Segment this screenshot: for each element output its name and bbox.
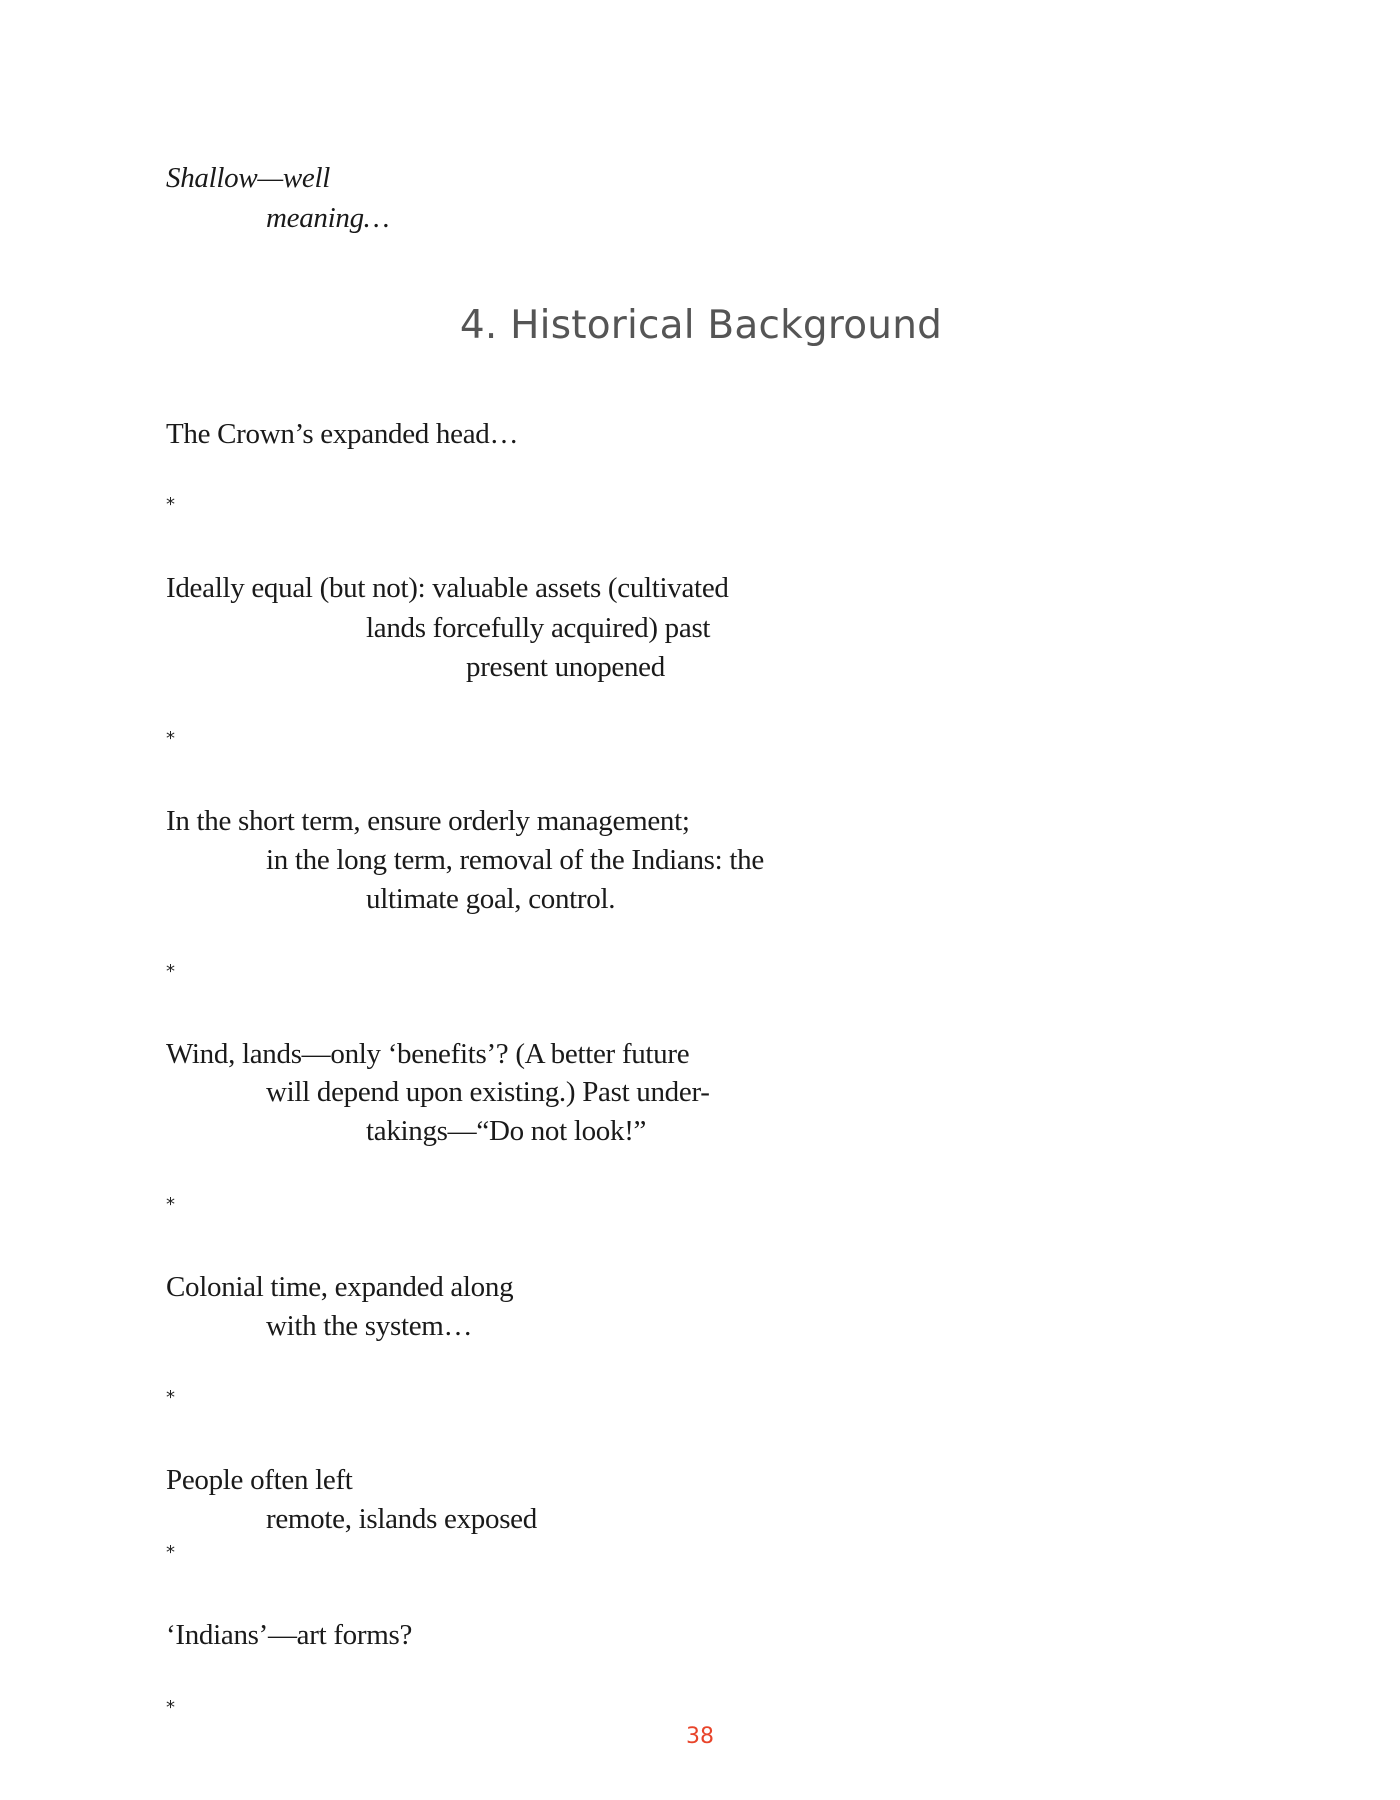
stanza-4-line-3: takings—“Do not look!” [366,1115,647,1147]
stanza-7-line-1: ‘Indians’—art forms? [166,1619,413,1651]
separator-5: * [166,1387,175,1408]
epigraph-line-1: Shallow—well [166,162,330,194]
separator-2: * [166,728,175,749]
stanza-2-line-1: Ideally equal (but not): valuable assets (cultivated [166,572,729,604]
stanza-6-line-1: People often left [166,1464,353,1496]
stanza-3-line-3: ultimate goal, control. [366,883,616,915]
stanza-6-line-2: remote, islands exposed [266,1503,537,1535]
stanza-4-line-1: Wind, lands—only ‘benefits’? (A better future [166,1038,690,1070]
stanza-2-line-3: present unopened [466,651,665,683]
separator-3: * [166,961,175,982]
page-number: 38 [686,1724,714,1749]
stanza-4-line-2: will depend upon existing.) Past under- [266,1076,710,1108]
epigraph-line-2: meaning… [266,202,390,234]
stanza-2-line-2: lands forcefully acquired) past [366,612,711,644]
separator-4: * [166,1194,175,1215]
stanza-3-line-1: In the short term, ensure orderly management; [166,805,690,837]
separator-1: * [166,494,175,515]
stanza-5-line-2: with the system… [266,1310,473,1342]
separator-7: * [166,1697,175,1718]
section-title-text: 4. Historical Background [459,303,943,348]
stanza-5-line-1: Colonial time, expanded along [166,1271,514,1303]
separator-6: * [166,1542,175,1563]
stanza-3-line-2: in the long term, removal of the Indians: the [266,844,764,876]
section-title [0,303,1400,348]
stanza-1-line-1: The Crown’s expanded head… [166,418,519,450]
